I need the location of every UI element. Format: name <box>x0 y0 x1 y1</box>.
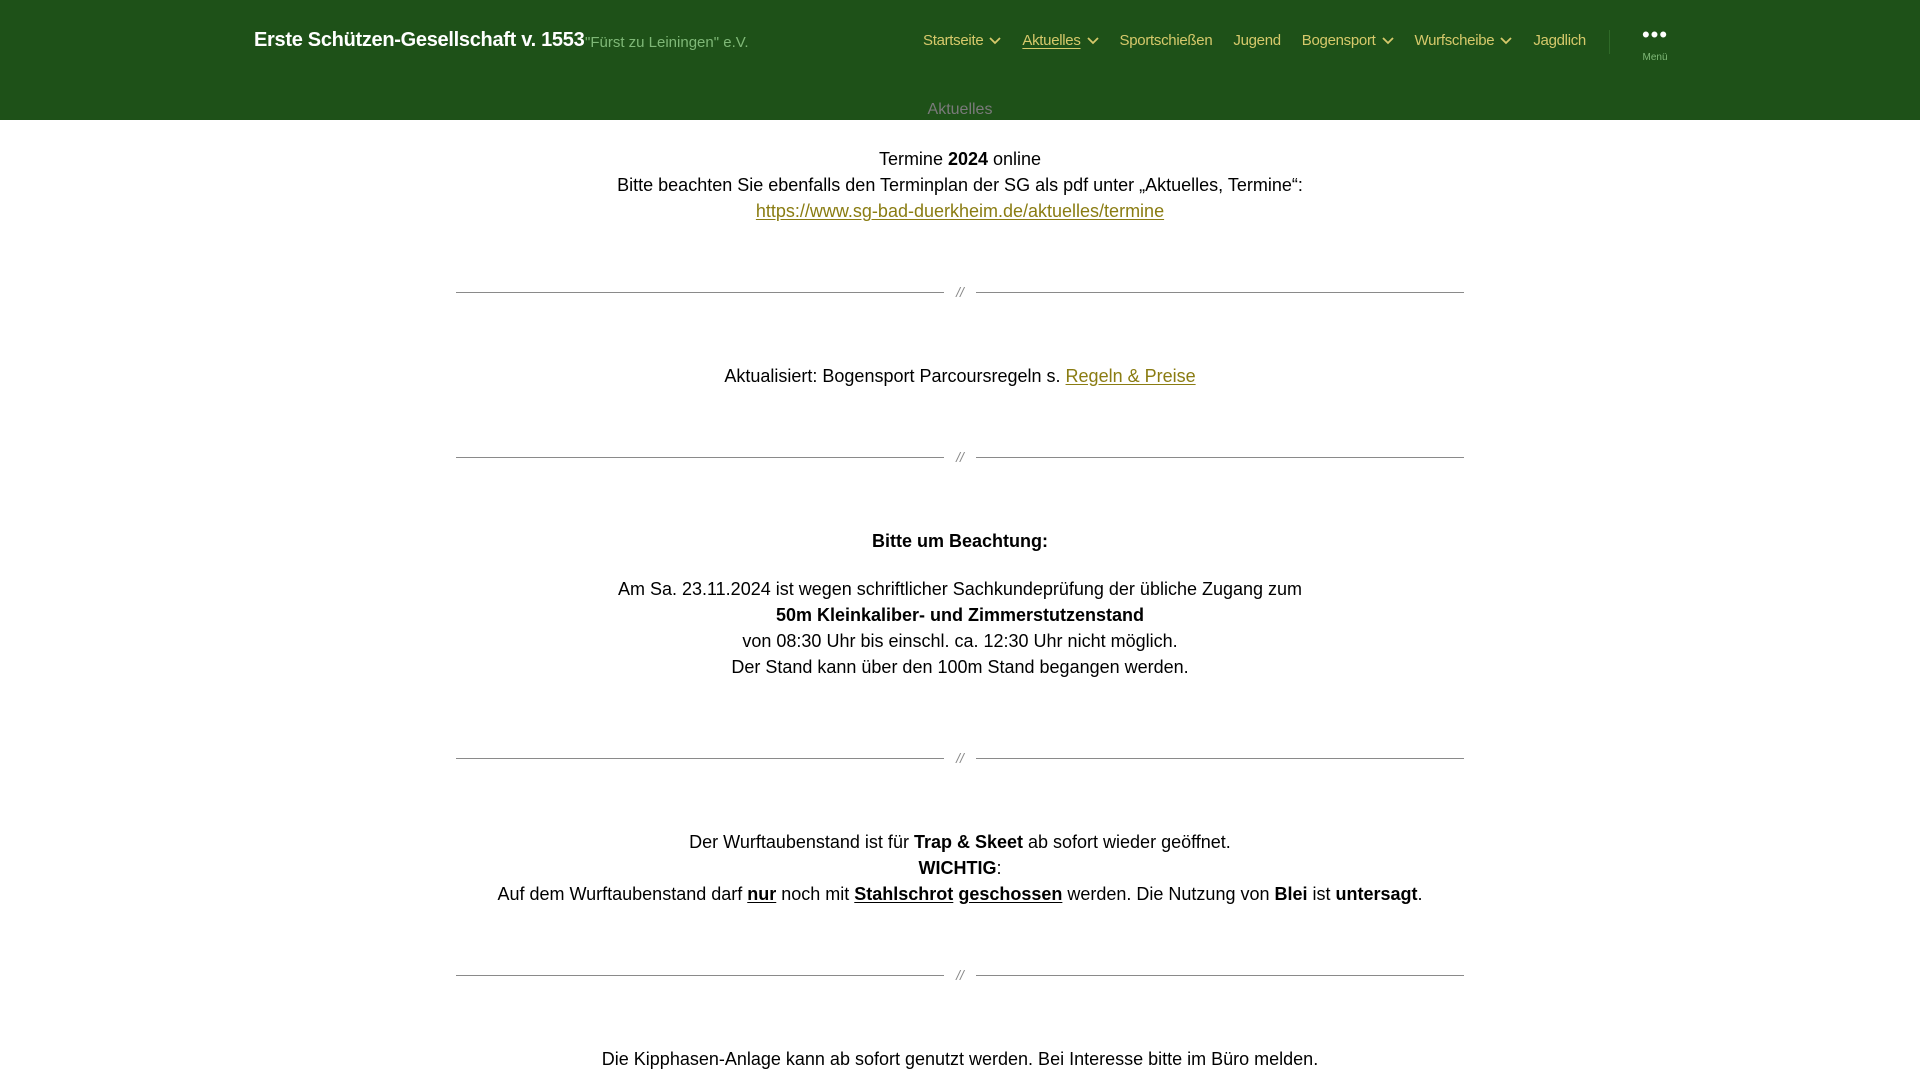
separator-line <box>976 975 1464 976</box>
separator-line <box>976 457 1464 458</box>
menu-label: Menü <box>1642 52 1668 63</box>
text-segment: Auf dem Wurftaubenstand darf <box>497 884 748 904</box>
text-segment: noch mit <box>776 884 855 904</box>
chevron-down-icon[interactable] <box>1500 36 1512 46</box>
nav-item-label: Bogensport <box>1301 32 1376 49</box>
site-title-link[interactable]: Erste Schützen-Gesellschaft v. 1553 <box>254 29 585 51</box>
ellipsis-icon: ••• <box>1641 22 1669 47</box>
text-segment: . <box>1417 884 1423 904</box>
post-text <box>0 881 1920 907</box>
page-title: Aktuelles <box>927 101 993 118</box>
nav-item-label: Aktuelles <box>1022 32 1081 49</box>
nav-divider <box>1609 30 1610 54</box>
post-beachtung <box>0 528 1920 680</box>
post-text <box>0 602 1920 628</box>
post-text <box>0 829 1920 855</box>
post-separator <box>456 965 1464 985</box>
separator-mark: // <box>956 967 964 983</box>
post-separator <box>456 748 1464 768</box>
post-text: von 08:30 Uhr bis einschl. ca. 12:30 Uhr nicht möglich. <box>742 631 1178 651</box>
text-segment: 50m Kleinkaliber- und Zimmerstutzenstand <box>775 605 1145 625</box>
post-termine <box>0 146 1920 224</box>
post-bogensport <box>0 363 1920 389</box>
nav-item-wurfscheibe[interactable] <box>1415 32 1513 49</box>
site-description: "Fürst zu Leiningen" e.V. <box>585 34 749 51</box>
post-text: Am Sa. 23.11.2024 ist wegen schriftlicher Sachkundeprüfung der übliche Zugang zum <box>617 579 1303 599</box>
text-segment: WICHTIG <box>918 858 997 878</box>
text-segment: werden. Die Nutzung von <box>1062 884 1275 904</box>
nav-item-jugend[interactable] <box>1233 32 1280 49</box>
post-heading <box>0 528 1920 554</box>
post-separator <box>456 282 1464 302</box>
chevron-down-icon[interactable] <box>989 36 1001 46</box>
post-text: Der Stand kann über den 100m Stand begangen werden. <box>731 657 1189 677</box>
nav-item-label: Sportschießen <box>1119 32 1213 49</box>
main-content <box>0 146 1920 1072</box>
nav-item-label: Jugend <box>1233 32 1281 49</box>
text-segment: Aktualisiert: Bogensport Parcoursregeln s. <box>724 366 1066 386</box>
text-segment: untersagt <box>1335 884 1418 904</box>
nav-item-aktuelles[interactable] <box>1022 32 1098 49</box>
text-segment: : <box>996 858 1002 878</box>
termine-link[interactable]: https://www.sg-bad-duerkheim.de/aktuelles/termine <box>755 201 1165 221</box>
text-segment: Bitte um Beachtung: <box>871 531 1048 551</box>
text-segment: Trap & Skeet <box>913 832 1023 852</box>
text-segment: Stahlschrot <box>854 884 954 904</box>
post-text <box>0 146 1920 172</box>
text-segment: Termine <box>878 149 948 169</box>
nav-item-bogensport[interactable] <box>1302 32 1394 49</box>
post-text <box>0 363 1920 389</box>
post-separator <box>456 447 1464 467</box>
nav-item-jagdlich[interactable] <box>1533 32 1586 49</box>
post-text <box>0 855 1920 881</box>
text-segment: Blei <box>1274 884 1308 904</box>
text-segment: nur <box>747 884 777 904</box>
menu-button[interactable] <box>1630 22 1680 72</box>
post-text: Die Kipphasen-Anlage kann ab sofort genutzt werden. Bei Interesse bitte im Büro melden. <box>601 1049 1319 1069</box>
nav-item-startseite[interactable] <box>923 32 1001 49</box>
regeln-preise-link[interactable]: Regeln & Preise <box>1065 366 1196 386</box>
separator-mark: // <box>956 750 964 766</box>
nav-item-sportschiessen[interactable] <box>1120 32 1213 49</box>
text-segment: Der Wurftaubenstand ist für <box>689 832 914 852</box>
nav-item-label: Wurfscheibe <box>1414 32 1495 49</box>
nav-item-label: Jagdlich <box>1533 32 1586 49</box>
primary-nav <box>923 32 1586 49</box>
text-segment: online <box>988 149 1042 169</box>
year-highlight: 2024 <box>947 149 989 169</box>
post-text <box>0 198 1920 224</box>
chevron-down-icon[interactable] <box>1382 36 1394 46</box>
text-segment: ist <box>1307 884 1336 904</box>
text-segment: ab sofort wieder geöffnet. <box>1023 832 1231 852</box>
post-kipphasen <box>0 1046 1920 1072</box>
post-wurftauben <box>0 829 1920 907</box>
text-segment: geschossen <box>958 884 1063 904</box>
post-text: Bitte beachten Sie ebenfalls den Terminplan der SG als pdf unter „Aktuelles, Termine“: <box>617 175 1303 195</box>
separator-mark: // <box>956 284 964 300</box>
separator-mark: // <box>956 449 964 465</box>
nav-item-label: Startseite <box>923 32 984 49</box>
separator-line <box>976 758 1464 759</box>
chevron-down-icon[interactable] <box>1087 36 1099 46</box>
separator-line <box>976 292 1464 293</box>
